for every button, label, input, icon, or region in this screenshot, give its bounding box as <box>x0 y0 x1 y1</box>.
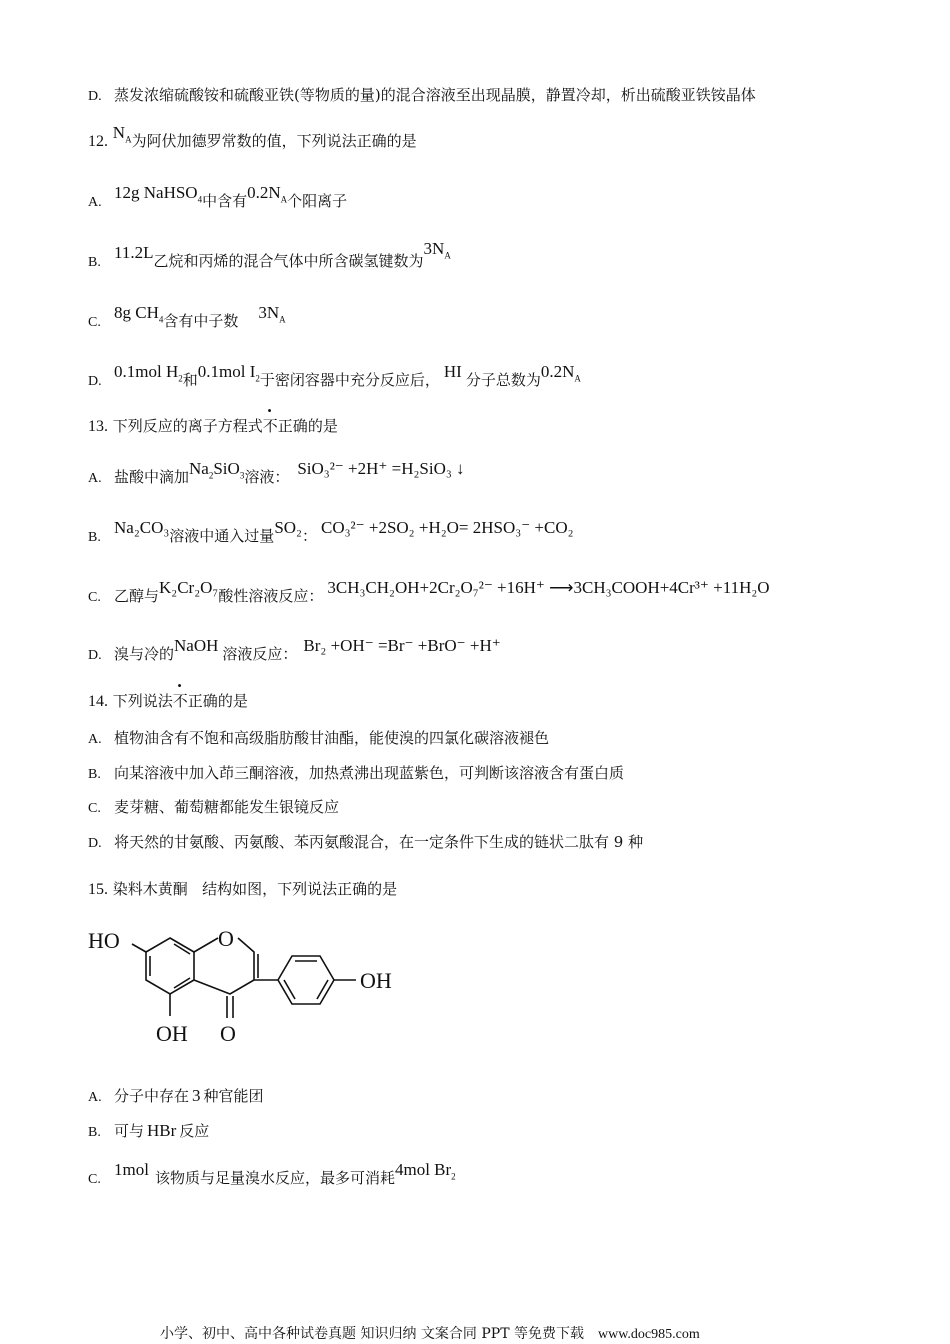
option-text: 反应 <box>179 1122 210 1140</box>
formula: $3N_A$ <box>423 239 451 261</box>
q14-stem <box>88 690 248 711</box>
q13-stem <box>88 415 338 436</box>
option-text: 分子中存在 <box>114 1087 190 1105</box>
question-text: 的是 <box>217 692 248 710</box>
formula: SO₂ <box>274 518 302 537</box>
formula: $Na_2SiO_3$ <box>189 459 245 481</box>
q14-option-a <box>88 727 549 748</box>
formula: 11.2L <box>114 243 154 262</box>
q12-option-a <box>88 183 348 212</box>
option-text: 种官能团 <box>203 1087 264 1105</box>
option-text: ： <box>301 527 317 545</box>
q12-option-d <box>88 362 581 391</box>
footer-url[interactable]: www.doc985.com <box>597 1327 700 1342</box>
formula: 4mol $Br_2$ <box>394 1160 456 1182</box>
option-text: 于密闭容器中充分反应后， <box>259 371 440 389</box>
q13-option-a <box>88 459 465 488</box>
option-text: 乙烷和丙烯的混合气体中所含碳氢键数为 <box>153 252 424 270</box>
option-letter: D. <box>88 89 102 104</box>
q15-stem <box>88 878 397 899</box>
option-text: 中含有 <box>202 192 248 210</box>
option-letter: A. <box>88 471 102 486</box>
formula: $0.2N_A$ <box>247 183 288 205</box>
ring-oxygen-label: O <box>218 926 234 951</box>
formula: 1mol <box>114 1160 149 1179</box>
q13-option-c <box>88 578 770 606</box>
question-number: 14. <box>88 693 108 710</box>
question-number: 15. <box>88 881 108 898</box>
option-letter: B. <box>88 767 101 782</box>
equation: SiO₃²⁻ +2H⁺ =H₂SiO₃ ↓ <box>297 459 465 478</box>
genistein-structure <box>88 918 418 1053</box>
formula: Na₂CO₃ <box>114 518 170 537</box>
option-letter: C. <box>88 315 101 330</box>
question-text: 染料木黄酮 结构如图，下列说法正确的是 <box>112 880 398 898</box>
option-text: 麦芽糖、葡萄糖都能发生银镜反应 <box>114 798 340 816</box>
option-text: 溶液中通入过量 <box>169 527 275 545</box>
option-letter: A. <box>88 195 102 210</box>
question-number: 13. <box>88 418 108 435</box>
page-footer <box>160 1323 700 1343</box>
option-text: 向某溶液中加入茚三酮溶液，加热煮沸出现蓝紫色，可判断该溶液含有蛋白质 <box>114 764 625 782</box>
equation: CO₃²⁻ +2SO₂ +H₂O= 2HSO₃⁻ +CO₂ <box>321 518 574 537</box>
q12-option-b <box>88 239 451 272</box>
option-text: 酸性溶液反应： <box>218 587 324 605</box>
option-text: 含有中子数 <box>163 312 239 330</box>
option-text: 溶液： <box>244 468 290 486</box>
q11-option-d <box>88 84 756 105</box>
question-text: 为阿伏加德罗常数的值，下列说法正确的是 <box>131 132 417 150</box>
option-text: 蒸发浓缩硫酸铵和硫酸亚铁(等物质的量)的混合溶液至出现晶膜，静置冷却，析出硫酸亚铁铵晶体 <box>114 86 756 104</box>
option-letter: B. <box>88 530 101 545</box>
option-text: 个阳离子 <box>287 192 348 210</box>
q13-option-d <box>88 636 501 664</box>
formula: 3 <box>192 1086 201 1105</box>
q13-option-b <box>88 518 574 546</box>
q15-option-a <box>88 1085 264 1106</box>
option-text: 植物油含有不饱和高级脂肪酸甘油酯，能使溴的四氯化碳溶液褪色 <box>114 729 550 747</box>
q14-option-c <box>88 796 339 817</box>
option-text: 该物质与足量溴水反应，最多可消耗 <box>154 1169 395 1187</box>
q14-option-d <box>88 831 643 852</box>
q14-option-b <box>88 762 624 783</box>
option-text: 可与 <box>114 1122 145 1140</box>
question-text: 下列说法 <box>112 692 173 710</box>
formula: NaOH <box>174 636 219 655</box>
question-text: 下列反应的离子方程式 <box>112 417 263 435</box>
equation: 3CH₃CH₂OH+2Cr₂O₇²⁻ +16H⁺ ⟶3CH₃COOH+4Cr³⁺ +11H₂O <box>327 578 770 597</box>
carbonyl-oxygen-label: O <box>220 1021 236 1046</box>
formula: 0.1mol $I_2$ <box>197 362 260 384</box>
option-letter: D. <box>88 374 102 389</box>
formula: $3N_A$ <box>258 303 286 325</box>
option-text: 和 <box>182 371 198 389</box>
q12-option-c <box>88 303 286 332</box>
option-text: 乙醇与 <box>114 587 160 605</box>
emphasis-text: 不正确 <box>262 417 308 435</box>
option-letter: C. <box>88 1172 101 1187</box>
option-text: 溶液反应： <box>222 645 298 663</box>
option-letter: C. <box>88 590 101 605</box>
option-letter: C. <box>88 801 101 816</box>
ho-left-label: HO <box>88 928 120 953</box>
formula: 0.1mol $H_2$ <box>114 362 183 384</box>
option-text: 溴与冷的 <box>114 645 175 663</box>
footer-text: 小学、初中、高中各种试卷真题 知识归纳 文案合同 PPT 等免费下载 <box>160 1326 584 1342</box>
option-text: 将天然的甘氨酸、丙氨酸、苯丙氨酸混合，在一定条件下生成的链状二肽有 9 种 <box>114 833 644 851</box>
option-letter: D. <box>88 648 102 663</box>
q15-option-b <box>88 1120 209 1141</box>
option-letter: A. <box>88 732 102 747</box>
option-letter: D. <box>88 836 102 851</box>
q12-stem <box>88 123 417 152</box>
option-letter: B. <box>88 1125 101 1140</box>
oh-right-label: OH <box>360 968 392 993</box>
option-text: 盐酸中滴加 <box>114 468 190 486</box>
formula: HBr <box>147 1121 177 1140</box>
oh-bottom-label: OH <box>156 1021 188 1046</box>
q15-option-c <box>88 1160 456 1189</box>
formula: HI <box>443 362 462 381</box>
option-letter: A. <box>88 1090 102 1105</box>
formula: K₂Cr₂O₇ <box>159 578 219 597</box>
question-number: 12. <box>88 133 108 150</box>
equation: Br₂ +OH⁻ =Br⁻ +BrO⁻ +H⁺ <box>303 636 501 655</box>
formula: 8g $CH_4$ <box>114 303 164 325</box>
option-text: 分子总数为 <box>465 371 541 389</box>
option-letter: B. <box>88 255 101 270</box>
formula-na: $N_A$ <box>112 123 132 145</box>
formula: 12g NaHSO$_4$ <box>114 183 203 205</box>
emphasis-text: 不正确 <box>172 692 218 710</box>
question-text: 的是 <box>307 417 338 435</box>
formula: $0.2N_A$ <box>540 362 581 384</box>
